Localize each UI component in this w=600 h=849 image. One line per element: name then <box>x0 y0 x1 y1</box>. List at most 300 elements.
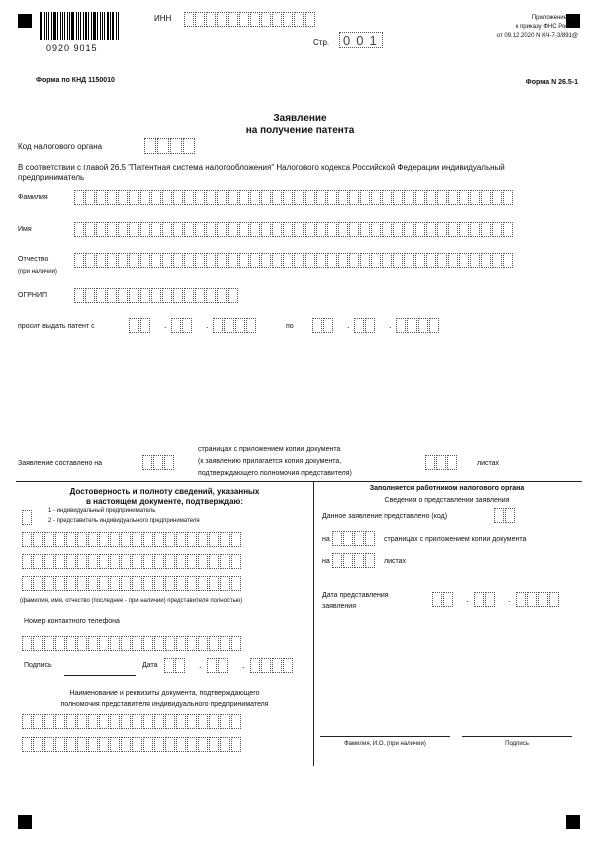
input-cell[interactable] <box>33 532 43 547</box>
input-cell[interactable] <box>33 554 43 569</box>
input-cell[interactable] <box>44 714 54 729</box>
input-cell[interactable] <box>437 190 447 205</box>
input-cell[interactable] <box>415 253 425 268</box>
input-cell[interactable] <box>437 253 447 268</box>
input-cell[interactable] <box>74 190 84 205</box>
input-cell[interactable] <box>272 190 282 205</box>
input-cell[interactable] <box>459 222 469 237</box>
input-cell[interactable] <box>228 253 238 268</box>
date-to-month[interactable] <box>354 318 376 333</box>
input-cell[interactable] <box>415 222 425 237</box>
input-cell[interactable] <box>121 636 131 651</box>
input-cell[interactable] <box>272 658 282 673</box>
input-cell[interactable] <box>165 532 175 547</box>
input-cell[interactable] <box>459 190 469 205</box>
input-cell[interactable] <box>176 714 186 729</box>
input-cell[interactable] <box>206 12 216 27</box>
input-cell[interactable] <box>143 714 153 729</box>
input-cell[interactable] <box>154 532 164 547</box>
input-cell[interactable] <box>239 222 249 237</box>
input-cell[interactable] <box>195 12 205 27</box>
input-cell[interactable] <box>74 288 84 303</box>
date-from-year[interactable] <box>213 318 257 333</box>
input-cell[interactable] <box>140 253 150 268</box>
input-cell[interactable] <box>184 288 194 303</box>
input-cell[interactable] <box>187 554 197 569</box>
input-cell[interactable] <box>220 737 230 752</box>
input-cell[interactable] <box>327 190 337 205</box>
input-cell[interactable] <box>448 190 458 205</box>
input-cell[interactable] <box>250 12 260 27</box>
input-cell[interactable] <box>349 222 359 237</box>
input-cell[interactable] <box>261 12 271 27</box>
input-cell[interactable] <box>154 636 164 651</box>
input-cell[interactable] <box>217 222 227 237</box>
input-cell[interactable] <box>107 253 117 268</box>
input-cell[interactable] <box>142 455 152 470</box>
input-cell[interactable] <box>85 190 95 205</box>
input-cell[interactable] <box>107 288 117 303</box>
input-cell[interactable] <box>305 190 315 205</box>
input-cell[interactable] <box>77 576 87 591</box>
input-cell[interactable] <box>305 12 315 27</box>
input-cell[interactable] <box>418 318 428 333</box>
input-cell[interactable] <box>213 318 223 333</box>
input-cell[interactable] <box>195 253 205 268</box>
input-cell[interactable] <box>503 222 513 237</box>
sign-date-month[interactable] <box>207 658 229 673</box>
input-cell[interactable] <box>228 222 238 237</box>
signer-type-cell[interactable] <box>22 510 33 525</box>
input-cell[interactable] <box>151 190 161 205</box>
phone-cells[interactable] <box>22 636 242 651</box>
input-cell[interactable] <box>436 455 446 470</box>
input-cell[interactable] <box>153 455 163 470</box>
input-cell[interactable] <box>110 532 120 547</box>
input-cell[interactable] <box>371 253 381 268</box>
input-cell[interactable] <box>96 190 106 205</box>
input-cell[interactable] <box>33 737 43 752</box>
input-cell[interactable] <box>107 222 117 237</box>
input-cell[interactable] <box>22 554 32 569</box>
input-cell[interactable] <box>184 253 194 268</box>
input-cell[interactable] <box>294 222 304 237</box>
input-cell[interactable] <box>250 658 260 673</box>
input-cell[interactable] <box>154 576 164 591</box>
input-cell[interactable] <box>55 636 65 651</box>
date-from-day[interactable] <box>129 318 151 333</box>
input-cell[interactable] <box>272 222 282 237</box>
input-cell[interactable] <box>184 12 194 27</box>
input-cell[interactable] <box>209 714 219 729</box>
input-cell[interactable] <box>66 554 76 569</box>
input-cell[interactable] <box>77 636 87 651</box>
input-cell[interactable] <box>129 190 139 205</box>
input-cell[interactable] <box>77 554 87 569</box>
input-cell[interactable] <box>110 576 120 591</box>
input-cell[interactable] <box>481 190 491 205</box>
input-cell[interactable] <box>55 554 65 569</box>
input-cell[interactable] <box>220 636 230 651</box>
input-cell[interactable] <box>231 576 241 591</box>
input-cell[interactable] <box>470 190 480 205</box>
input-cell[interactable] <box>165 554 175 569</box>
input-cell[interactable] <box>88 554 98 569</box>
input-cell[interactable] <box>316 190 326 205</box>
input-cell[interactable] <box>527 592 537 607</box>
input-cell[interactable] <box>66 532 76 547</box>
input-cell[interactable] <box>349 253 359 268</box>
input-cell[interactable] <box>195 288 205 303</box>
input-cell[interactable] <box>44 636 54 651</box>
input-cell[interactable] <box>165 714 175 729</box>
input-cell[interactable] <box>162 253 172 268</box>
input-cell[interactable] <box>88 737 98 752</box>
input-cell[interactable] <box>140 222 150 237</box>
input-cell[interactable] <box>121 714 131 729</box>
input-cell[interactable] <box>209 737 219 752</box>
input-cell[interactable] <box>129 318 139 333</box>
representative-name-row-2[interactable] <box>22 554 242 569</box>
input-cell[interactable] <box>209 636 219 651</box>
representative-name-row-1[interactable] <box>22 532 242 547</box>
input-cell[interactable] <box>164 658 174 673</box>
input-cell[interactable] <box>33 714 43 729</box>
input-cell[interactable] <box>250 190 260 205</box>
input-cell[interactable] <box>107 190 117 205</box>
input-cell[interactable] <box>404 222 414 237</box>
input-cell[interactable] <box>261 222 271 237</box>
input-cell[interactable] <box>77 532 87 547</box>
input-cell[interactable] <box>404 253 414 268</box>
input-cell[interactable] <box>503 190 513 205</box>
input-cell[interactable] <box>143 636 153 651</box>
input-cell[interactable] <box>165 576 175 591</box>
input-cell[interactable] <box>33 636 43 651</box>
representative-name-row-3[interactable] <box>22 576 242 591</box>
signature-line[interactable] <box>64 675 136 676</box>
input-cell[interactable] <box>437 222 447 237</box>
input-cell[interactable] <box>492 253 502 268</box>
input-cell[interactable] <box>22 737 32 752</box>
input-cell[interactable] <box>246 318 256 333</box>
input-cell[interactable] <box>429 318 439 333</box>
input-cell[interactable] <box>316 253 326 268</box>
name-cells[interactable] <box>74 222 514 237</box>
input-cell[interactable] <box>382 222 392 237</box>
input-cell[interactable] <box>110 554 120 569</box>
input-cell[interactable] <box>162 222 172 237</box>
input-cell[interactable] <box>459 253 469 268</box>
sheets-count-cells[interactable] <box>425 455 458 470</box>
input-cell[interactable] <box>140 318 150 333</box>
input-cell[interactable] <box>338 190 348 205</box>
input-cell[interactable] <box>239 190 249 205</box>
input-cell[interactable] <box>396 318 406 333</box>
input-cell[interactable] <box>538 592 548 607</box>
input-cell[interactable] <box>283 658 293 673</box>
tax-authority-code-cells[interactable] <box>144 138 196 154</box>
input-cell[interactable] <box>144 138 156 154</box>
input-cell[interactable] <box>165 737 175 752</box>
input-cell[interactable] <box>404 190 414 205</box>
authority-document-row-1[interactable] <box>22 714 242 729</box>
officer-signature-line[interactable] <box>462 736 572 737</box>
input-cell[interactable] <box>283 222 293 237</box>
input-cell[interactable] <box>176 532 186 547</box>
input-cell[interactable] <box>132 532 142 547</box>
input-cell[interactable] <box>231 714 241 729</box>
input-cell[interactable] <box>231 554 241 569</box>
input-cell[interactable] <box>173 222 183 237</box>
input-cell[interactable] <box>206 253 216 268</box>
officer-fio-line[interactable] <box>320 736 450 737</box>
input-cell[interactable] <box>283 253 293 268</box>
input-cell[interactable] <box>173 253 183 268</box>
input-cell[interactable] <box>382 190 392 205</box>
input-cell[interactable] <box>220 532 230 547</box>
input-cell[interactable] <box>354 553 364 568</box>
authority-document-row-2[interactable] <box>22 737 242 752</box>
submitted-code-cell[interactable] <box>494 508 516 523</box>
input-cell[interactable] <box>121 554 131 569</box>
input-cell[interactable] <box>184 190 194 205</box>
input-cell[interactable] <box>170 138 182 154</box>
input-cell[interactable] <box>371 190 381 205</box>
input-cell[interactable] <box>209 554 219 569</box>
input-cell[interactable] <box>88 636 98 651</box>
input-cell[interactable] <box>217 253 227 268</box>
input-cell[interactable] <box>327 253 337 268</box>
input-cell[interactable] <box>140 288 150 303</box>
input-cell[interactable] <box>354 531 364 546</box>
input-cell[interactable] <box>55 714 65 729</box>
input-cell[interactable] <box>332 553 342 568</box>
submission-date-year[interactable] <box>516 592 560 607</box>
input-cell[interactable] <box>118 190 128 205</box>
input-cell[interactable] <box>393 253 403 268</box>
input-cell[interactable] <box>99 714 109 729</box>
input-cell[interactable] <box>88 532 98 547</box>
input-cell[interactable] <box>110 636 120 651</box>
input-cell[interactable] <box>129 253 139 268</box>
input-cell[interactable] <box>88 576 98 591</box>
input-cell[interactable] <box>132 636 142 651</box>
input-cell[interactable] <box>162 288 172 303</box>
input-cell[interactable] <box>224 318 234 333</box>
input-cell[interactable] <box>198 714 208 729</box>
input-cell[interactable] <box>154 714 164 729</box>
input-cell[interactable] <box>129 288 139 303</box>
input-cell[interactable] <box>426 190 436 205</box>
input-cell[interactable] <box>143 737 153 752</box>
input-cell[interactable] <box>171 318 181 333</box>
input-cell[interactable] <box>218 658 228 673</box>
input-cell[interactable] <box>74 222 84 237</box>
input-cell[interactable] <box>305 222 315 237</box>
input-cell[interactable] <box>96 288 106 303</box>
sign-date-year[interactable] <box>250 658 294 673</box>
input-cell[interactable] <box>22 510 32 525</box>
input-cell[interactable] <box>272 253 282 268</box>
input-cell[interactable] <box>99 554 109 569</box>
input-cell[interactable] <box>198 737 208 752</box>
input-cell[interactable] <box>66 576 76 591</box>
input-cell[interactable] <box>33 576 43 591</box>
input-cell[interactable] <box>154 554 164 569</box>
surname-cells[interactable] <box>74 190 514 205</box>
input-cell[interactable] <box>55 532 65 547</box>
officer-sheets-cells[interactable] <box>332 553 376 568</box>
input-cell[interactable] <box>492 190 502 205</box>
input-cell[interactable] <box>77 737 87 752</box>
date-from-month[interactable] <box>171 318 193 333</box>
input-cell[interactable] <box>220 576 230 591</box>
input-cell[interactable] <box>187 636 197 651</box>
input-cell[interactable] <box>360 190 370 205</box>
input-cell[interactable] <box>343 553 353 568</box>
input-cell[interactable] <box>164 455 174 470</box>
input-cell[interactable] <box>99 636 109 651</box>
input-cell[interactable] <box>198 576 208 591</box>
input-cell[interactable] <box>294 253 304 268</box>
input-cell[interactable] <box>415 190 425 205</box>
input-cell[interactable] <box>505 508 515 523</box>
input-cell[interactable] <box>481 253 491 268</box>
input-cell[interactable] <box>121 737 131 752</box>
date-to-day[interactable] <box>312 318 334 333</box>
input-cell[interactable] <box>132 576 142 591</box>
input-cell[interactable] <box>206 222 216 237</box>
date-to-year[interactable] <box>396 318 440 333</box>
input-cell[interactable] <box>66 636 76 651</box>
input-cell[interactable] <box>231 532 241 547</box>
pages-count-cells[interactable] <box>142 455 175 470</box>
input-cell[interactable] <box>118 288 128 303</box>
input-cell[interactable] <box>99 576 109 591</box>
input-cell[interactable] <box>96 253 106 268</box>
input-cell[interactable] <box>162 190 172 205</box>
input-cell[interactable] <box>198 532 208 547</box>
input-cell[interactable] <box>157 138 169 154</box>
input-cell[interactable] <box>22 532 32 547</box>
input-cell[interactable] <box>44 532 54 547</box>
input-cell[interactable] <box>360 253 370 268</box>
input-cell[interactable] <box>470 253 480 268</box>
input-cell[interactable] <box>231 737 241 752</box>
input-cell[interactable] <box>77 714 87 729</box>
input-cell[interactable] <box>228 190 238 205</box>
input-cell[interactable] <box>283 190 293 205</box>
input-cell[interactable] <box>44 576 54 591</box>
input-cell[interactable] <box>176 554 186 569</box>
input-cell[interactable] <box>187 576 197 591</box>
input-cell[interactable] <box>183 138 195 154</box>
input-cell[interactable] <box>151 253 161 268</box>
input-cell[interactable] <box>312 318 322 333</box>
input-cell[interactable] <box>327 222 337 237</box>
input-cell[interactable] <box>316 222 326 237</box>
input-cell[interactable] <box>173 190 183 205</box>
sign-date-day[interactable] <box>164 658 186 673</box>
input-cell[interactable] <box>176 737 186 752</box>
input-cell[interactable] <box>198 554 208 569</box>
input-cell[interactable] <box>365 318 375 333</box>
input-cell[interactable] <box>132 714 142 729</box>
input-cell[interactable] <box>99 737 109 752</box>
input-cell[interactable] <box>217 288 227 303</box>
input-cell[interactable] <box>99 532 109 547</box>
input-cell[interactable] <box>143 554 153 569</box>
input-cell[interactable] <box>85 288 95 303</box>
input-cell[interactable] <box>143 576 153 591</box>
input-cell[interactable] <box>338 222 348 237</box>
input-cell[interactable] <box>151 222 161 237</box>
input-cell[interactable] <box>443 592 453 607</box>
input-cell[interactable] <box>283 12 293 27</box>
input-cell[interactable] <box>184 222 194 237</box>
input-cell[interactable] <box>239 253 249 268</box>
input-cell[interactable] <box>294 12 304 27</box>
input-cell[interactable] <box>503 253 513 268</box>
input-cell[interactable] <box>140 190 150 205</box>
input-cell[interactable] <box>239 12 249 27</box>
officer-pages-cells[interactable] <box>332 531 376 546</box>
input-cell[interactable] <box>516 592 526 607</box>
input-cell[interactable] <box>250 253 260 268</box>
input-cell[interactable] <box>118 222 128 237</box>
input-cell[interactable] <box>209 576 219 591</box>
input-cell[interactable] <box>481 222 491 237</box>
input-cell[interactable] <box>110 737 120 752</box>
input-cell[interactable] <box>448 222 458 237</box>
input-cell[interactable] <box>365 553 375 568</box>
input-cell[interactable] <box>349 190 359 205</box>
input-cell[interactable] <box>228 12 238 27</box>
input-cell[interactable] <box>22 576 32 591</box>
input-cell[interactable] <box>549 592 559 607</box>
input-cell[interactable] <box>165 636 175 651</box>
input-cell[interactable] <box>228 288 238 303</box>
input-cell[interactable] <box>432 592 442 607</box>
input-cell[interactable] <box>393 190 403 205</box>
input-cell[interactable] <box>371 222 381 237</box>
input-cell[interactable] <box>175 658 185 673</box>
input-cell[interactable] <box>44 737 54 752</box>
input-cell[interactable] <box>305 253 315 268</box>
input-cell[interactable] <box>187 737 197 752</box>
input-cell[interactable] <box>250 222 260 237</box>
input-cell[interactable] <box>74 253 84 268</box>
input-cell[interactable] <box>365 531 375 546</box>
inn-cells[interactable] <box>184 12 316 27</box>
input-cell[interactable] <box>22 636 32 651</box>
input-cell[interactable] <box>425 455 435 470</box>
input-cell[interactable] <box>206 288 216 303</box>
input-cell[interactable] <box>129 222 139 237</box>
input-cell[interactable] <box>393 222 403 237</box>
input-cell[interactable] <box>448 253 458 268</box>
input-cell[interactable] <box>121 532 131 547</box>
input-cell[interactable] <box>474 592 484 607</box>
input-cell[interactable] <box>176 636 186 651</box>
input-cell[interactable] <box>272 12 282 27</box>
input-cell[interactable] <box>485 592 495 607</box>
input-cell[interactable] <box>96 222 106 237</box>
input-cell[interactable] <box>176 576 186 591</box>
input-cell[interactable] <box>426 222 436 237</box>
input-cell[interactable] <box>154 737 164 752</box>
